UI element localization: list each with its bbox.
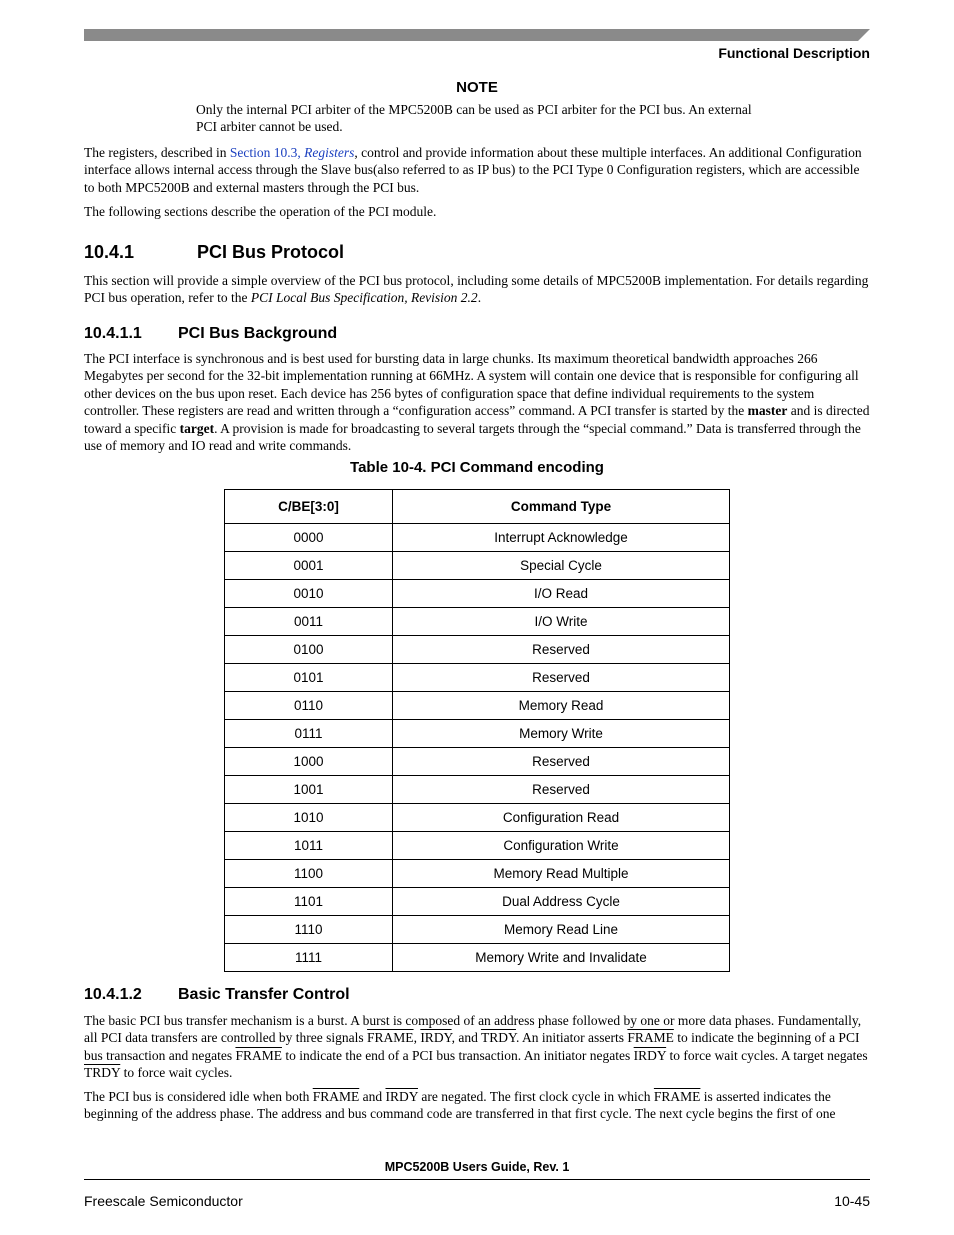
table-row [225, 524, 730, 552]
section-title: PCI Bus Background [178, 325, 338, 342]
section-body-10-4-1: This section will provide a simple overview of the PCI bus protocol, including some details of MPC5200B implementation. For details regarding PCI bus operation, refer to the PCI Local Bus Specification, Revision 2.2. [84, 273, 869, 306]
cbe-code-cell: 0101 [225, 664, 393, 692]
command-type-cell: Interrupt Acknowledge [393, 524, 730, 552]
table-row [225, 608, 730, 636]
cbe-code-cell: 0100 [225, 636, 393, 664]
section-body-10-4-1-1: The PCI interface is synchronous and is best used for bursting data in large chunks. Its maximum theoretical bandwidth approaches 266 Megabytes per second for the 32-bit implementation running at 66MHz. A system will contain one device that is responsible for configuring all other devices on the bus upon reset. Each device has 256 bytes of configuration space that define individual requirements to the system controller. These registers are read and written through a “configuration access” command. A PCI transfer is started by the master and is directed toward a specific target. A provision is made for broadcasting to several targets through the “special command.” Data is transferred through the use of memory and IO read and write commands. [84, 351, 870, 454]
signal-frame: FRAME [312, 1089, 360, 1104]
command-type-cell: Memory Read Multiple [393, 860, 730, 888]
cbe-code-cell: 0000 [225, 524, 393, 552]
command-type-cell: Memory Write and Invalidate [393, 944, 730, 972]
intro-paragraph [84, 144, 870, 196]
cbe-code-cell: 1001 [225, 776, 393, 804]
command-type-cell: Reserved [393, 636, 730, 664]
command-type-cell: Reserved [393, 776, 730, 804]
header-bar [84, 29, 870, 41]
command-type-cell: Memory Read Line [393, 916, 730, 944]
cbe-code-cell: 0011 [225, 608, 393, 636]
cbe-code-cell: 1011 [225, 832, 393, 860]
running-header: Functional Description [718, 45, 870, 61]
intro-paragraph-2: The following sections describe the operation of the PCI module. [84, 204, 437, 219]
signal-trdy: TRDY [84, 1065, 121, 1081]
signal-irdy: IRDY [633, 1047, 667, 1063]
cbe-code-cell: 1110 [225, 916, 393, 944]
section-body-10-4-1-2-p1: The basic PCI bus transfer mechanism is a burst. A burst is composed of an address phase followed by one or more data phases. Fundamentally, all PCI data transfers are controlled by three signals FRAME, IRDY, and TRDY. An initiator asserts FRAME to indicate the beginning of a PCI bus transaction and negates FRAME to indicate the end of a PCI bus transaction. An initiator negates IRDY to force wait cycles. A target negates TRDY to force wait cycles. [84, 1013, 868, 1081]
pci-command-table [224, 489, 730, 972]
command-type-cell: Memory Read [393, 692, 730, 720]
signal-frame: FRAME [627, 1030, 674, 1046]
table-row [225, 944, 730, 972]
table-row [225, 664, 730, 692]
text: The registers, described in [84, 145, 230, 160]
footer-company: Freescale Semiconductor [84, 1193, 243, 1209]
command-type-cell: I/O Write [393, 608, 730, 636]
column-header: C/BE[3:0] [225, 490, 393, 524]
command-type-cell: I/O Read [393, 580, 730, 608]
section-body-10-4-1-2-p2: The PCI bus is considered idle when both FRAME and IRDY are negated. The first clock cycle in which FRAME is asserted indicates the beginning of the address phase. The address and bus command code are transferred in that first cycle. The next cycle begins the first of one [84, 1089, 836, 1122]
note-line: PCI arbiter cannot be used. [196, 119, 343, 134]
signal-irdy: IRDY [420, 1030, 452, 1046]
section-heading-10-4-1-2 [84, 986, 350, 1004]
command-type-cell: Configuration Read [393, 804, 730, 832]
text: , control and provide information about these multiple interfaces. An additional Configuration interface allows internal access through the Slave bus(also referred to as IP bus) to the PCI Type 0 Configuration registers, which are accessible to both MPC5200B and external masters through the PCI bus. [84, 145, 862, 195]
cbe-code-cell: 0111 [225, 720, 393, 748]
page-number: 10-45 [834, 1193, 870, 1209]
table-header-row [225, 490, 730, 524]
signal-frame: FRAME [367, 1030, 414, 1046]
cbe-code-cell: 1010 [225, 804, 393, 832]
signal-frame: FRAME [653, 1089, 701, 1104]
footer-divider [84, 1179, 870, 1180]
section-number: 10.4.1.2 [84, 986, 142, 1003]
table-row [225, 860, 730, 888]
section-number: 10.4.1.1 [84, 325, 142, 342]
table-row [225, 580, 730, 608]
table-row [225, 636, 730, 664]
table-row [225, 832, 730, 860]
cbe-code-cell: 1000 [225, 748, 393, 776]
note-body [196, 101, 776, 135]
cbe-code-cell: 1111 [225, 944, 393, 972]
section-heading-10-4-1-1 [84, 325, 337, 343]
table-row [225, 776, 730, 804]
section-heading-10-4-1 [84, 242, 344, 263]
table-row [225, 748, 730, 776]
footer-doc-title: MPC5200B Users Guide, Rev. 1 [384, 1160, 570, 1174]
table-row [225, 888, 730, 916]
table-row [225, 692, 730, 720]
cbe-code-cell: 0010 [225, 580, 393, 608]
section-link[interactable]: Section 10.3, Registers [229, 145, 355, 160]
command-type-cell: Reserved [393, 748, 730, 776]
command-type-cell: Special Cycle [393, 552, 730, 580]
command-type-cell: Memory Write [393, 720, 730, 748]
cbe-code-cell: 1100 [225, 860, 393, 888]
section-number: 10.4.1 [84, 242, 135, 262]
cbe-code-cell: 1101 [225, 888, 393, 916]
table-row [225, 552, 730, 580]
cbe-code-cell: 0110 [225, 692, 393, 720]
column-header: Command Type [393, 490, 730, 524]
signal-irdy: IRDY [385, 1089, 418, 1104]
table-row [225, 916, 730, 944]
note-line: Only the internal PCI arbiter of the MPC5200B can be used as PCI arbiter for the PCI bus. An external [196, 102, 752, 117]
signal-frame: FRAME [235, 1047, 282, 1063]
table-row [225, 804, 730, 832]
section-title: Basic Transfer Control [178, 986, 350, 1003]
command-type-cell: Reserved [393, 664, 730, 692]
note-heading: NOTE [456, 79, 498, 96]
section-title: PCI Bus Protocol [197, 242, 345, 262]
cbe-code-cell: 0001 [225, 552, 393, 580]
table-caption: Table 10-4. PCI Command encoding [350, 459, 604, 476]
table-row [225, 720, 730, 748]
command-type-cell: Dual Address Cycle [393, 888, 730, 916]
spec-reference: PCI Local Bus Specification, Revision 2.2 [250, 290, 478, 306]
command-type-cell: Configuration Write [393, 832, 730, 860]
signal-trdy: TRDY [480, 1030, 516, 1046]
